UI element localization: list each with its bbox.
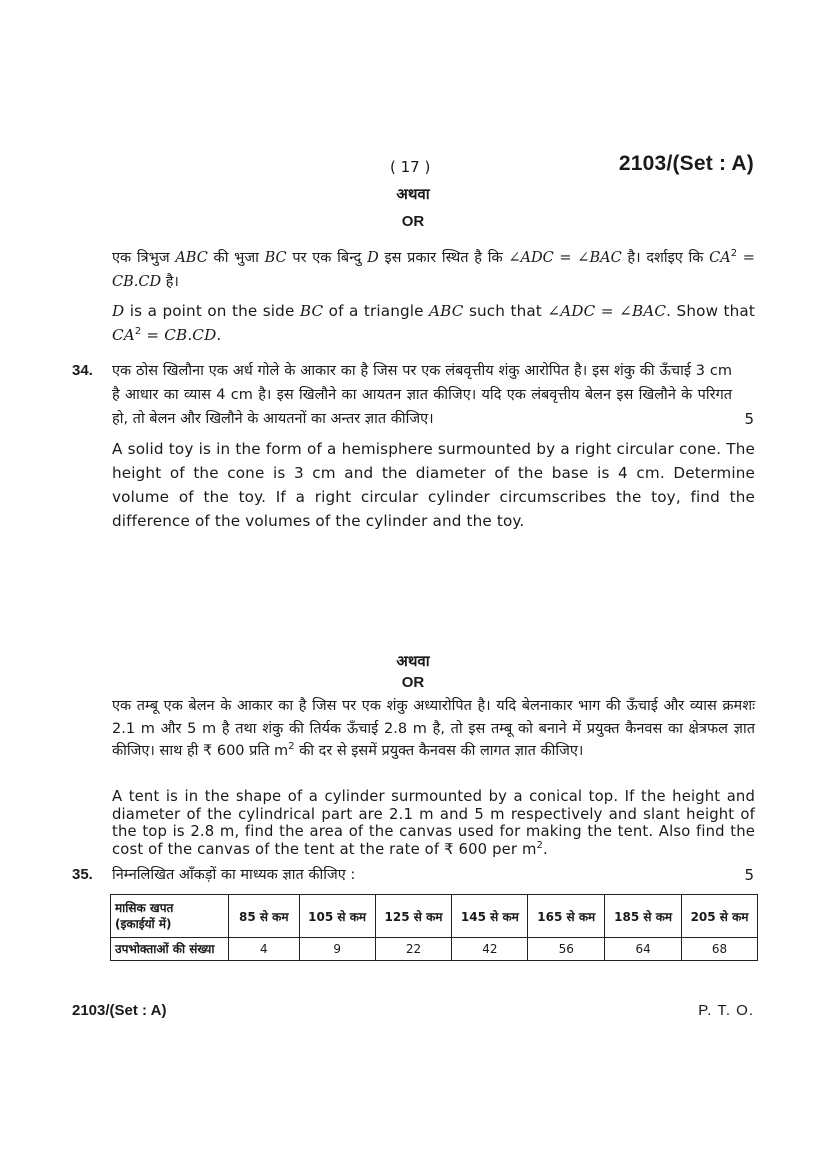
q34-or-hindi: एक तम्बू एक बेलन के आकार का है जिस पर एक शंकु अध्यारोपित है। यदि बेलनाकार भाग की ऊँचाई और व्यास क्रमशः 2.1 m और 5 m है तथा शंकु की तिर्यक ऊँचाई 2.8 m है, तो इस तम्बू को बनाने में प्रयुक्त कैनवस का क्षेत्रफल ज्ञात कीजिए। साथ ही ₹ 600 प्रति $m^2$ की दर से इसमें प्रयुक्त कैनवस की लागत ज्ञात कीजिए।: [112, 698, 755, 759]
median-data-table: [110, 894, 758, 961]
table-cell: 56: [528, 938, 605, 961]
or-english-label: OR: [401, 213, 425, 230]
page-turn-over: P. T. O.: [698, 1002, 754, 1019]
question-number-35: 35.: [72, 866, 93, 883]
table-header-cell: 185 से कम: [605, 895, 682, 938]
question-number-34: 34.: [72, 362, 93, 379]
table-cell: 42: [452, 938, 528, 961]
table-header-cell: 145 से कम: [452, 895, 528, 938]
q34-marks: 5: [744, 410, 754, 428]
table-header-cell: 105 से कम: [299, 895, 375, 938]
q35-marks: 5: [744, 866, 754, 884]
table-cell: 68: [682, 938, 758, 961]
table-cell: 64: [605, 938, 682, 961]
table-header-row: [111, 895, 758, 938]
q34-or-english: A tent is in the shape of a cylinder surmounted by a conical top. If the height and diameter of the cylindrical part are 2.1 m and 5 m respectively and slant height of the top is 2.8 m, find the area of the canvas used for making the tent. Also find the cost of the canvas of the tent at the rate of ₹ 600 per $m^2$.: [112, 788, 755, 858]
table-cell: 9: [299, 938, 375, 961]
q33-or-hindi: एक त्रिभुज ABC की भुजा BC पर एक बिन्दु D इस प्रकार स्थित है कि ∠ADC = ∠BAC है। दर्शाइए कि $CA^2 = CB.CD$ है।: [112, 248, 755, 290]
or-hindi-label-2: अथवा: [396, 652, 430, 670]
table-header-cell: 125 से कम: [375, 895, 452, 938]
q33-or-english: D is a point on the side BC of a triangle ABC such that ∠ADC = ∠BAC. Show that $CA^2 = CB.CD$.: [112, 302, 755, 344]
page-number: ( 17 ): [390, 158, 431, 176]
table-row-label: मासिक खपत (इकाईयों में): [111, 895, 229, 938]
q34-english: A solid toy is in the form of a hemisphere surmounted by a right circular cone. The height of the cone is 3 cm and the diameter of the base is 4 cm. Determine volume of the toy. If a right circular cylinder circumscribes the toy, find the difference of the volumes of the cylinder and the toy.: [112, 440, 755, 530]
table-header-cell: 165 से कम: [528, 895, 605, 938]
q35-hindi: निम्नलिखित आँकड़ों का माध्यक ज्ञात कीजिए :: [112, 867, 356, 883]
paper-code-header: 2103/(Set : A): [618, 152, 754, 175]
table-cell: 4: [228, 938, 299, 961]
paper-code-footer: 2103/(Set : A): [72, 1002, 167, 1019]
table-header-cell: 205 से कम: [682, 895, 758, 938]
table-row: [111, 938, 758, 961]
or-english-label-2: OR: [401, 674, 425, 691]
table-row-label: उपभोक्ताओं की संख्या: [111, 938, 229, 961]
table-header-cell: 85 से कम: [228, 895, 299, 938]
or-hindi-label: अथवा: [396, 185, 430, 203]
q34-hindi: एक ठोस खिलौना एक अर्ध गोले के आकार का है जिस पर एक लंबवृत्तीय शंकु आरोपित है। इस शंकु की ऊँचाई 3 cm है आधार का व्यास 4 cm है। इस खिलौने का आयतन ज्ञात कीजिए। यदि एक लंबवृत्तीय बेलन इस खिलौने के परिगत हो, तो बेलन और खिलौने के आयतनों का अन्तर ज्ञात कीजिए।: [112, 363, 732, 427]
table-cell: 22: [375, 938, 452, 961]
